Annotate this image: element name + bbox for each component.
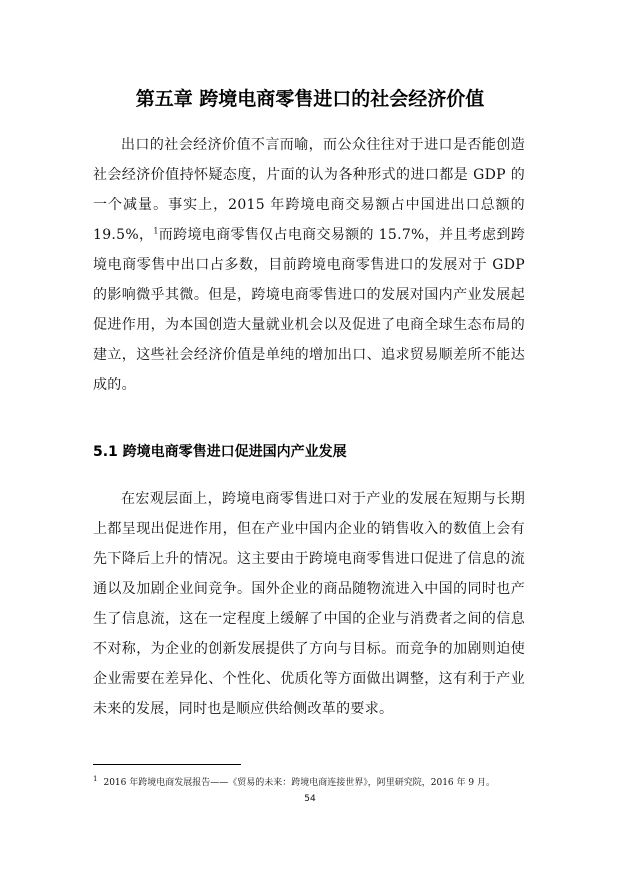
footnote bbox=[93, 777, 543, 789]
section-heading: 5.1 跨境电商零售进口促进国内产业发展 bbox=[93, 444, 347, 460]
footnote-mark: 1 bbox=[93, 775, 98, 783]
footnote-divider bbox=[93, 764, 241, 765]
chapter-title: 第五章 跨境电商零售进口的社会经济价值 bbox=[135, 88, 485, 110]
paragraph-1-text-before-ref: 出口的社会经济价值不言而喻，而公众往往对于进口是否能创造社会经济价值持怀疑态度，片面的认为各种形式的进口都是 GDP 的一个减量。事实上，2015 年跨境电商交易额占中国进出口总额的 19.5%， bbox=[93, 137, 525, 243]
body-paragraph-1 bbox=[93, 130, 525, 400]
footnote-text: 2016 年跨境电商发展报告——《贸易的未来：跨境电商连接世界》，阿里研究院，2016 年 9 月。 bbox=[103, 778, 495, 788]
paragraph-1-text-after-ref: 而跨境电商零售仅占电商交易额的 15.7%，并且考虑到跨境电商零售中出口占多数，目前跨境电商零售进口的发展对于 GDP 的影响微乎其微。但是，跨境电商零售进口的发展对国内产业发展起促进作用，为本国创造大量就业机会以及促进了电商全球生态布局的建立，这些社会经济价值是单纯的增加出口、追求贸易顺差所不能达成的。 bbox=[93, 227, 525, 393]
page-number: 54 bbox=[304, 794, 316, 804]
footnote-reference[interactable]: 1 bbox=[153, 226, 159, 236]
body-paragraph-2: 在宏观层面上，跨境电商零售进口对于产业的发展在短期与长期上都呈现出促进作用，但在产业中国内企业的销售收入的数值上会有先下降后上升的情况。这主要由于跨境电商零售进口促进了信息的流通以及加剧企业间竞争。国外企业的商品随物流进入中国的同时也产生了信息流，这在一定程度上缓解了中国的企业与消费者之间的信息不对称，为企业的创新发展提供了方向与目标。而竞争的加剧则迫使企业需要在差异化、个性化、优质化等方面做出调整，这有利于产业未来的发展，同时也是顺应供给侧改革的要求。 bbox=[93, 491, 525, 717]
